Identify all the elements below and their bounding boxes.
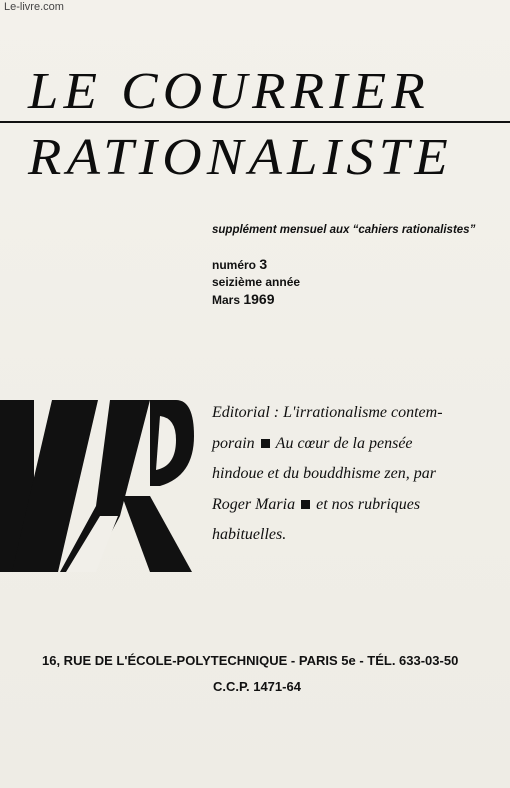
square-bullet-icon xyxy=(261,439,270,448)
contents-fragment: porain xyxy=(212,434,255,452)
ur-monogram-icon xyxy=(0,396,194,572)
issue-year-number: 1969 xyxy=(243,291,275,307)
contents-line: hindoue et du bouddhisme zen, par xyxy=(212,465,436,482)
contents-fragment: Roger Maria xyxy=(212,495,296,513)
square-bullet-icon xyxy=(301,500,310,509)
contents-fragment: et nos rubriques xyxy=(316,495,421,513)
issue-number-value: 3 xyxy=(259,256,268,272)
contents-fragment: Au cœur de la pensée xyxy=(275,434,413,452)
contents-line: habituelles. xyxy=(212,526,287,543)
issue-month: Mars xyxy=(212,293,241,307)
issue-date xyxy=(212,291,300,309)
masthead-line-1: LE COURRIER xyxy=(28,63,430,120)
issue-number-label: numéro xyxy=(212,258,257,272)
supplement-note: supplément mensuel aux “cahiers rationalistes” xyxy=(212,224,476,236)
issue-info xyxy=(212,256,300,309)
contents-line xyxy=(212,490,484,521)
contents-line: Editorial : L'irrationalisme contem- xyxy=(212,404,443,421)
postal-account: C.C.P. 1471-64 xyxy=(213,679,301,694)
contents-line xyxy=(212,429,484,460)
contents-summary xyxy=(212,398,484,551)
watermark: Le-livre.com xyxy=(4,1,64,13)
masthead-line-2: RATIONALISTE xyxy=(28,129,454,186)
issue-number xyxy=(212,256,300,274)
publisher-address: 16, RUE DE L'ÉCOLE-POLYTECHNIQUE - PARIS 5e - TÉL. 633-03-50 xyxy=(42,653,459,668)
masthead-rule xyxy=(0,121,510,123)
issue-year: seizième année xyxy=(212,275,301,289)
